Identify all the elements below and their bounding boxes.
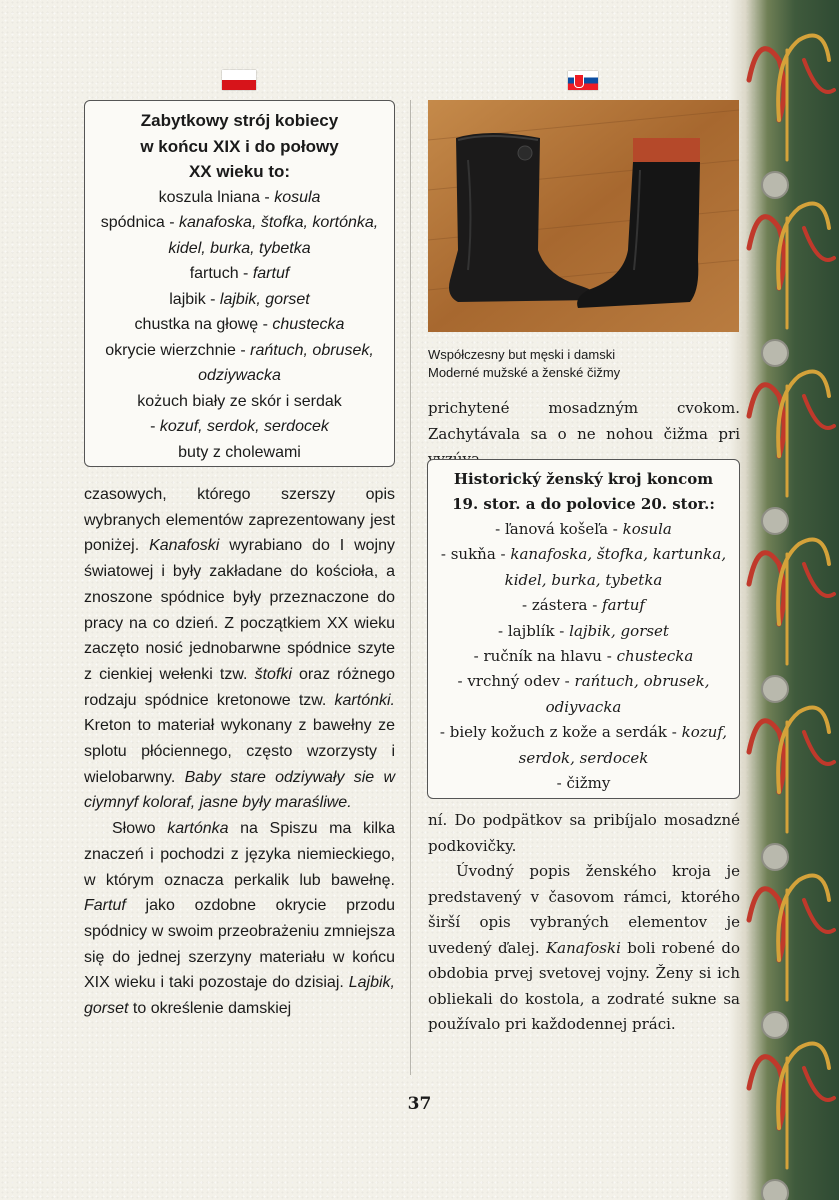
slovak-box-item-dialect: lajbik, gorset (569, 621, 669, 640)
polish-italic-run: štofki (254, 665, 292, 683)
slovak-box-item-dialect: kanafoska, štofka, kartunka, (510, 545, 727, 564)
embroidery-motif (762, 1180, 788, 1200)
embroidery-motif (762, 172, 788, 198)
slovak-box-item-line (434, 720, 733, 745)
embroidery-motif (804, 396, 834, 428)
polish-text-run: oraz różnego rodzaju spódnice kretonowe tzw. (84, 665, 395, 709)
slovak-box-item-line (434, 771, 733, 796)
polish-box-item-term: koszula lniana - (158, 188, 275, 206)
polish-italic-run: Baby stare odziywały sie w ciymnyf koloraf, jasne były maraśliwe. (84, 768, 395, 812)
slovak-box-item-term: - ručník na hlavu - (473, 647, 617, 666)
slovak-box-item-line (434, 568, 733, 593)
polish-italic-run: Kanafoski (149, 537, 220, 555)
polish-box-item-term: kożuch biały ze skór i serdak (137, 392, 342, 410)
embroidery-motif (762, 844, 788, 870)
column-divider (410, 100, 411, 1075)
polish-box-item-line (91, 185, 388, 211)
embroidery-motif (804, 900, 834, 932)
photo-caption-slovak: Moderné mužské a ženské čižmy (428, 365, 621, 380)
embroidery-motif (804, 732, 834, 764)
slovak-box-item-term: - biely kožuch z kože a serdák - (439, 723, 682, 742)
polish-text-run: jako ozdobne okrycie przodu spódnicy w swoim przeobrażeniu zmniejsza się do jednej szerzyny materiału w końcu XIX wieku i taki pozostaje do dzisiaj. (84, 897, 395, 992)
polish-text-run: Kreton to materiał wykonany z bawełny ze splotu płóciennego, często wzorzysty i wielobarwny. (84, 717, 395, 786)
slovak-paragraph-1 (428, 808, 740, 859)
slovak-box-item-term: - sukňa - (440, 545, 511, 564)
slovak-box-item-term: - vrchný odev - (457, 672, 575, 691)
slovak-box-item-line (434, 517, 733, 542)
polish-box-heading-2: w końcu XIX i do połowy (140, 136, 339, 156)
polish-box-items (91, 185, 388, 466)
slovak-box-item-dialect: kidel, burka, tybetka (504, 570, 663, 589)
polish-box-item-line (91, 414, 388, 440)
slovak-box-item-line (434, 746, 733, 771)
slovak-paragraph-2 (428, 859, 740, 1038)
polish-text-run: wyrabiano do I wojny światowej i były zakładane do kościoła, a znoszone spódnice były przeznaczone do pracy na co dzień. Z początkiem XX wieku zaczęto nosić jednobarwne spódnice szyte z cienkiej wełenki tzw. (84, 537, 396, 683)
slovak-box-item-term: - zástera - (522, 596, 603, 615)
embroidery-motif (762, 340, 788, 366)
slovak-text-bottom (428, 808, 740, 1038)
polish-text-run: to określenie damskiej (128, 1000, 292, 1018)
polish-box-item-term: buty z cholewami (178, 443, 301, 461)
polish-box-item-dialect: chustecka (272, 316, 345, 333)
polish-box-item-dialect: odziywacka (198, 367, 281, 384)
embroidery-motif (762, 676, 788, 702)
slovak-text-run: Úvodný popis ženského kroja je predstavený v časovom rámci, ktorého širší opis vybraných elementov je uvedený ďalej. (428, 862, 740, 957)
embroidery-motif (762, 508, 788, 534)
embroidery-motif (804, 564, 834, 596)
polish-paragraph-2 (84, 816, 395, 1022)
polish-box-item-line (91, 287, 388, 313)
polish-box-item-dialect: kozuf, serdok, serdocek (159, 418, 329, 435)
decorative-embroidery-border (729, 0, 839, 1200)
polish-box-item-line (91, 236, 388, 262)
polish-box-item-term: spódnica - (100, 214, 180, 231)
slovak-box-items (434, 517, 733, 796)
polish-costume-box (84, 100, 395, 467)
slovak-box-heading-2: 19. stor. a do polovice 20. stor.: (452, 495, 715, 513)
polish-box-heading-1: Zabytkowy strój kobiecy (140, 111, 339, 130)
polish-italic-run: Lajbik, gorset (84, 974, 395, 1018)
page-number: 37 (407, 1094, 432, 1114)
polish-flag-icon (222, 70, 256, 90)
polish-box-item-line (91, 440, 388, 466)
slovak-box-item-dialect: kosula (622, 520, 672, 538)
polish-box-item-term: chustka na głowę - (134, 316, 273, 333)
slovak-box-item-line (434, 695, 733, 720)
embroidery-motif (804, 228, 834, 260)
polish-italic-run: Fartuf (84, 897, 126, 915)
embroidery-motif (804, 60, 834, 92)
polish-text-run: czasowych, którego szerszy opis wybranych elementów zaprezentowany jest poniżej. (84, 486, 395, 555)
slovak-box-item-line (434, 619, 733, 644)
polish-box-item-term: fartuch - (189, 265, 253, 282)
polish-italic-run: kartónka (167, 820, 229, 838)
polish-box-item-dialect: lajbik, gorset (219, 290, 310, 308)
polish-box-item-line (91, 363, 388, 389)
polish-box-item-dialect: rańtuch, obrusek, (250, 341, 374, 359)
slovak-paragraph-top: prichytené mosadzným cvokom. Zachytávala sa o ne nohou čižma pri (428, 399, 740, 443)
slovak-italic-run: Kanafoski (545, 938, 621, 957)
slovak-box-item-dialect: rańtuch, obrusek, (574, 672, 710, 691)
slovak-box-item-line (434, 669, 733, 694)
polish-box-item-line (91, 312, 388, 338)
slovak-box-item-line (434, 542, 733, 567)
slovak-box-item-line (434, 593, 733, 618)
polish-text-column (84, 482, 395, 1022)
polish-box-item-dialect: fartuf (252, 265, 290, 282)
slovak-box-item-dialect: fartuf (602, 596, 645, 615)
slovak-box-item-dialect: odiyvacka (545, 697, 622, 716)
photo-caption (428, 346, 740, 382)
slovak-box-item-term: - čižmy (556, 774, 611, 793)
polish-box-item-line (91, 261, 388, 287)
slovak-box-item-line (434, 644, 733, 669)
polish-box-item-line (91, 338, 388, 364)
polish-box-item-term: - (150, 418, 160, 435)
polish-text-run: Słowo (112, 820, 168, 838)
slovak-box-item-dialect: chustecka (616, 647, 694, 666)
polish-box-item-dialect: kidel, burka, tybetka (168, 239, 311, 257)
slovak-costume-box (427, 459, 740, 799)
photo-caption-polish: Współczesny but męski i damski (428, 347, 616, 362)
slovak-box-item-term: - lajblík - (498, 621, 570, 640)
slovak-text-run: boli robené do obdobia prvej svetovej vojny. Ženy si ich obliekali do kostola, a zodraté sukne sa používalo pri každodennej práci. (428, 938, 740, 1033)
polish-text-run: na Spiszu ma kilka znaczeń i pochodzi z języka niemieckiego, w którym oznacza perkalik lub bawełnę. (84, 820, 395, 889)
slovak-flag-icon (568, 71, 598, 90)
slovak-text-run: ní. Do podpätkov sa pribíjalo mosadzné podkovičky. (428, 811, 740, 855)
polish-box-item-dialect: kosula (274, 188, 321, 206)
slovak-box-item-dialect: kozuf, (681, 723, 728, 742)
slovak-box-item-term: - ľanová košeľa - (495, 520, 623, 538)
polish-box-item-term: okrycie wierzchnie - (105, 341, 251, 359)
polish-box-heading-3: XX wieku to: (188, 162, 291, 181)
boots-photo (428, 100, 739, 332)
polish-box-item-term: lajbik - (169, 290, 220, 308)
embroidery-motif (762, 1012, 788, 1038)
polish-paragraph-1 (84, 482, 395, 816)
polish-italic-run: kartónki. (334, 691, 395, 709)
slovak-box-heading-1: Historický ženský kroj koncom (453, 470, 714, 488)
polish-box-item-dialect: kanafoska, štofka, kortónka, (179, 214, 379, 231)
polish-box-item-line (91, 210, 388, 236)
polish-box-item-line (91, 389, 388, 415)
slovak-box-item-dialect: serdok, serdocek (518, 748, 649, 767)
